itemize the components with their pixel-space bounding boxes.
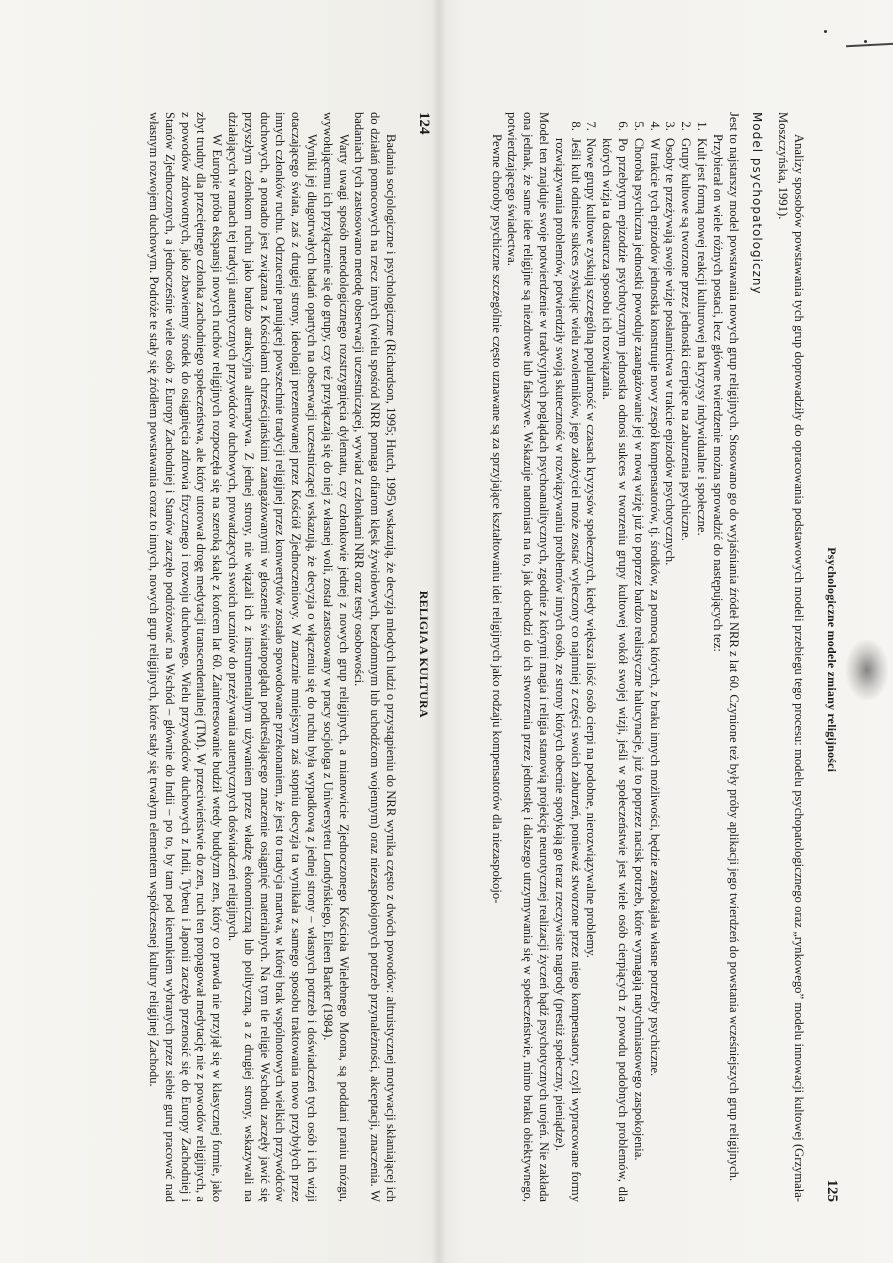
right-page-body	[488, 112, 806, 1202]
page-number: 125	[824, 1179, 840, 1202]
scan-dot	[864, 40, 867, 43]
list-item: 7. Nowe grupy kultowe zyskują szczególną popularność w czasach kryzysów społecznych, kiedy większa ilość osób cierpi na podobne, nierozwiązywalne problemy.	[583, 134, 599, 1202]
running-head: RELIGIA A KULTURA	[417, 590, 431, 718]
list-item: 5. Choroba psychiczna jednostki powoduje zaangażowanie jej w nową wizję już to poprzez bardzo realistyczne halucynacje, już to poprzez nacisk potrzeb, które wymagają natychmiastowego zaspokojenia.	[630, 134, 646, 1202]
paragraph: Przybierał on wiele różnych postaci, lecz główne twierdzenie można sprowadzić do następujących tez:	[710, 134, 725, 652]
paragraph: Analizy sposobów powstawania tych grup doprowadziły do opracowania podstawowych modeli przebiegu tego procesu: modelu psychopatologicznego oraz „rynkowego” modelu innowacji kultowej (Grzymała-Moszczyńska, 1991).	[776, 112, 806, 1202]
list-item: 4. W trakcie tych epizodów jednostka konstruuje nowy zespół kompensatorów, tj. środków, za pomocą których, z braku innych możliwości, będzie zaspokajała własne potrzeby psychiczne.	[646, 134, 662, 1202]
list-item: 8. Jeśli kult odniesie sukces zyskując wielu zwolenników, jego założyciel może zostać wyleczony co najmniej z części swoich zaburzeń, ponieważ stworzone przez niego kompensatory, czyli wypracowane formy rozwiązywania problemów, potwierdziły swoją skuteczność w rozwiązywaniu problemów innych osób, ze strony których obecnie spotykają go teraz rzeczywiste nagrody (prestiż społeczny, pieniądze).	[551, 134, 583, 1202]
scan-dot	[824, 30, 827, 33]
paragraph: Pewne choroby psychiczne szczególnie często uznawane są za sprzyjające kształtowaniu idei religijnych jako rodzaju kompensatorów dla niezaspokojo-	[489, 134, 504, 904]
list-item: 6. Po przebytym epizodzie psychotycznym jednostka odnosi sukces w tworzeniu grupy kultowej wokół swojej wizji, jeśli w społeczeństwie jest wiele osób cierpiących z powodu podobnych problemów, dla których wizja ta dostarcza sposobu ich rozwiązania.	[598, 134, 630, 1202]
list-item: 1. Kult jest formą nowej reakcji kulturowej na kryzysy indywidualne i społeczne.	[693, 134, 709, 1202]
right-page	[489, 112, 840, 1202]
scan-smudge	[846, 640, 888, 700]
paragraph: Jest to najstarszy model powstawania nowych grup religijnych. Stosowano go do wyjaśniania źródeł NRR z lat 60. Czynione też były próby aplikacji jego twierdzeń do powstania wcześniejszych grup religijnych.	[726, 112, 741, 1182]
list-item: 2. Grupy kultowe są tworzone przez jednostki cierpiące na zaburzenia psychiczne.	[677, 134, 693, 1202]
running-head: Psychologiczne modele zmiany religijności	[825, 547, 839, 773]
paragraph: Wyniki jej długotrwałych badań opartych na obserwacji uczestniczącej wskazują, że decyzja o włączeniu się do ruchu była wypadkową z jednej strony – własnych potrzeb i doświadczeń tych osób i ich wizji otaczającego świata, zaś z drugiej strony, ideologii prezentowanej przez Kościół Zjednoczeniowy. W znacznie mniejszym zaś stopniu decyzja ta wynikała z samego sposobu traktowania nowo przybyłych przez innych członków ruchu. Odrzucenie panującej powszechnie tradycji religijnej przez konwertytów zostało spowodowane przekonaniem, że jest to tradycja martwa, w której brak wspólnotowych wielkich przywódców duchowych, a ponadto jest związana z Kościołami chrześcijańskimi zaangażowanymi w głoszenie światopoglądu podkreślającego znaczenie osiągnięć materialnych. Na tym tle religie Wschodu zaczęły jawić się przyszłym członkom ruchu jako bardzo atrakcyjna alternatywa. Z jednej strony, nie wiązali ich z instrumentalnym używaniem przez władzę ekonomiczną lub polityczną, a z drugiej strony, wskazywali na działających w ramach tej tradycji autentycznych przywódców duchowych, prowadzących swoich uczniów do przeżywania autentycznych doświadczeń religijnych.	[226, 112, 320, 1202]
page-number: 124	[416, 112, 432, 135]
list-item: 3. Osoby te przeżywają swoje wizje posłannictwa w trakcie epizodów psychotycznych.	[662, 134, 678, 1202]
right-page-header	[818, 112, 840, 1202]
paragraph: W Europie próba ekspansji nowych ruchów religijnych rozpoczęła się na szeroką skalę z końcem lat 60. Zainteresowanie budził wtedy buddyzm zen, który co prawda nie przyjął się w klasycznej formie, jako zbyt trudny dla przeciętnego członka zachodniego społeczeństwa, ale który utorował drogę medytacji transcendentalnej (TM). W przeciwieństwie do zen, ruch ten propagował medytację nie z powodów religijnych, a z powodów zdrowotnych, jako zbawienny środek do osiągnięcia zdrowia fizycznego i rozwoju duchowego. Wielu przywódców duchowych z Indii, Tybetu i Japonii zaczęło przenosić się do Europy Zachodniej i Stanów Zjednoczonych, a jednocześnie wiele osób z Europy Zachodniej i Stanów zaczęło podróżować na Wschód – głównie do Indii – po to, by tam pod kierunkiem wybranych przez siebie guru pracować nad własnym rozwojem duchowym. Podróże te stały się źródłem powstawania coraz to innych, nowych grup religijnych, które stały się trwałym elementem współczesnej kultury religijnej Zachodu.	[147, 112, 225, 1202]
paragraph: Model ten znajduje swoje potwierdzenie w tradycyjnych poglądach psychoanalitycznych, zgodnie z którymi magia i religia stanowią projekcję neurotycznej realizacji życzeń bądź psychotycznych urojeń. Nie zakłada ona jednak, że same idee religijne są niezdrowe lub fałszywe. Wskazuje natomiast na to, jak dochodzi do ich stworzenia przez jednostkę i dalszego utrzymywania się w społeczeństwie, mimo braku obiektywnego, potwierdzającego świadectwa.	[505, 112, 552, 1202]
left-page	[132, 112, 432, 1202]
left-page-header	[410, 112, 432, 1202]
book-gutter	[432, 0, 446, 1263]
numbered-list	[551, 112, 709, 1202]
paragraph: Badania socjologiczne i psychologiczne (Richardson, 1995; Hutch, 1995) wskazują, że decyzja młodych ludzi o przystąpieniu do NRR wynika często z dwóch powodów: altruistycznej motywacji skłaniającej ich do działań pomocowych na rzecz innych (wielu spośród NRR pomaga ofiarom klęsk żywiołowych, bezdomnym lub uchodźcom wojennym) oraz niezaspokojonych potrzeb przynależności, akceptacji, znaczenia. W badaniach tych zastosowano metodę obserwacji uczestniczącej, wywiad z członkami NRR oraz testy osobowości.	[352, 112, 398, 1202]
paragraph: Warty uwagi sposób metodologicznego rozstrzygnięcia dylematu, czy członkowie jednej z nowych grup religijnych, a mianowicie Zjednoczonego Kościoła Wielebnego Moona, są poddani praniu mózgu, wywołującemu ich przyłączenie się do grupy, czy też przyłączają się do niej z własnej woli, został zastosowany w pracy socjologa z Uniwersytetu Londyńskiego, Eileen Barker (1984).	[320, 112, 351, 1202]
left-page-body	[145, 112, 398, 1202]
section-heading: Model psychopatologiczny	[750, 112, 765, 295]
